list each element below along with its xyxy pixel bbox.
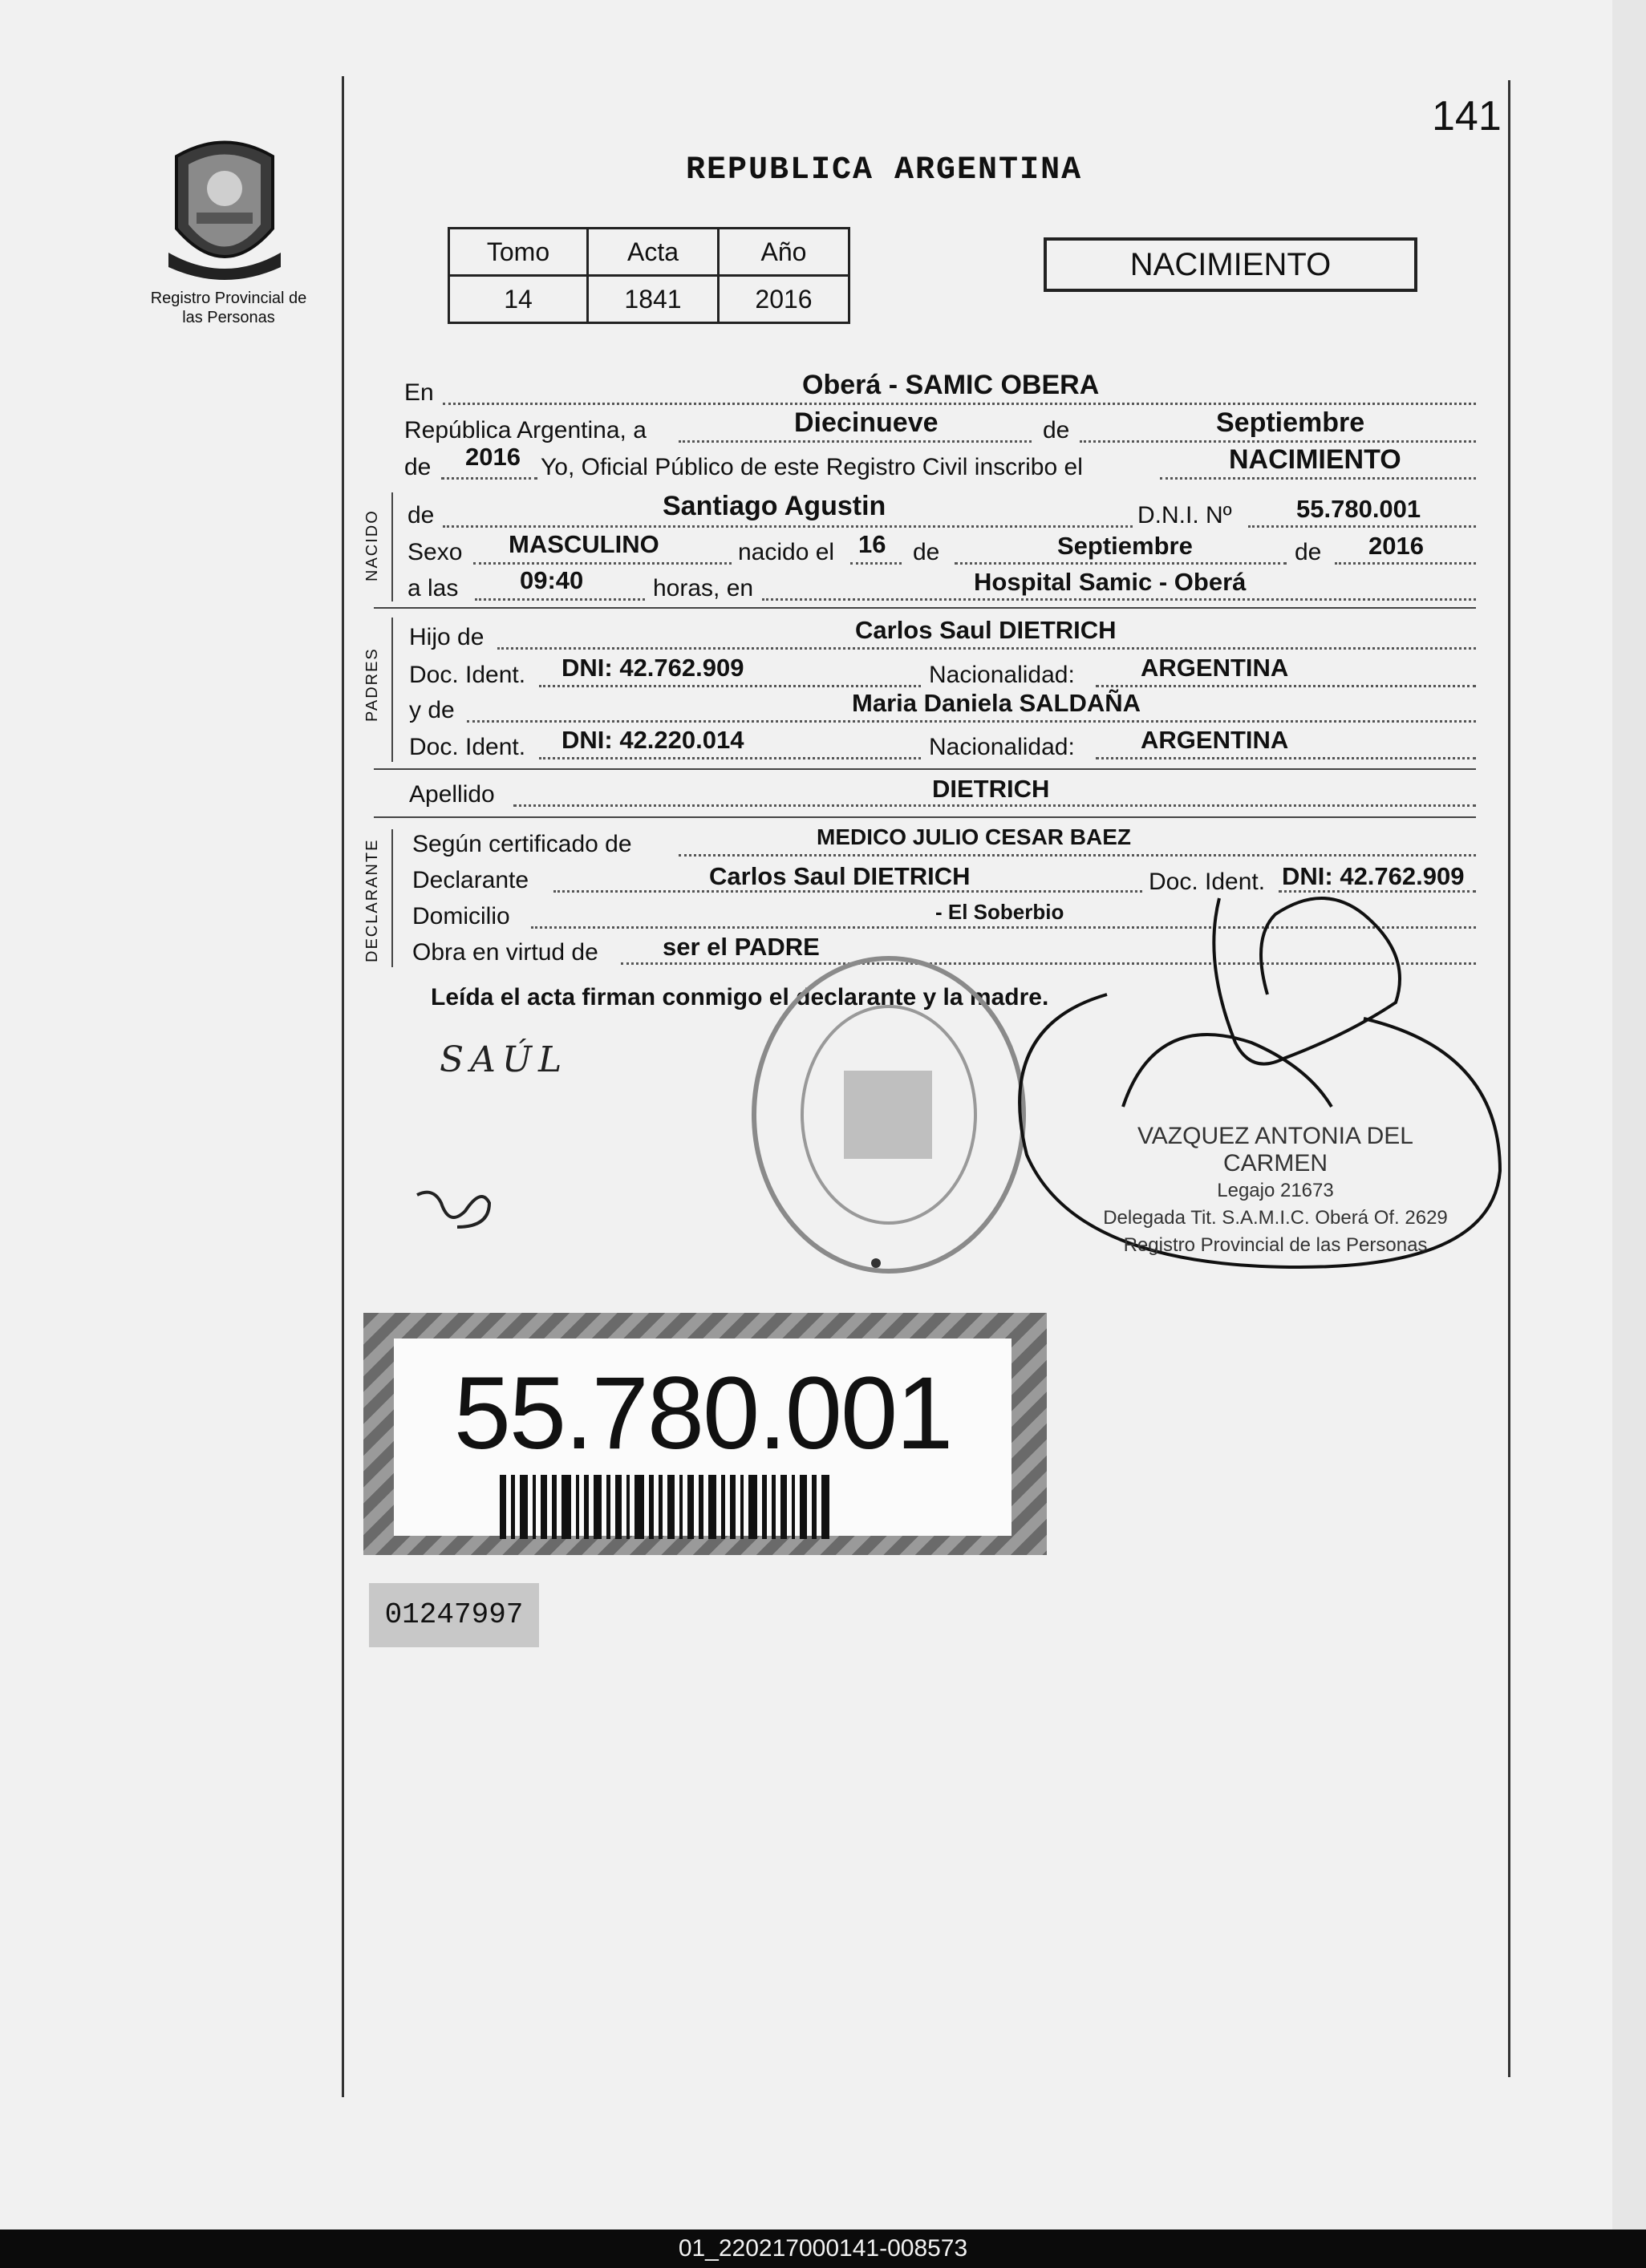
de4-label: de	[1295, 539, 1322, 565]
declarante-doc-label: Doc. Ident.	[1149, 869, 1266, 895]
republica-label: República Argentina, a	[404, 417, 647, 443]
declarante-doc: DNI: 42.762.909	[1282, 862, 1465, 890]
nacido-section-label: NACIDO	[363, 509, 381, 581]
birth-month: Septiembre	[1057, 532, 1193, 560]
mother-nat: ARGENTINA	[1141, 726, 1289, 754]
sexo-label: Sexo	[407, 539, 463, 565]
segun-label: Según certificado de	[412, 831, 632, 857]
page-number: 141	[1432, 93, 1502, 140]
father-doc: DNI: 42.762.909	[562, 654, 744, 682]
dni-label: D.N.I. Nº	[1137, 502, 1232, 529]
de2-label: de	[404, 454, 432, 480]
birth-year: 2016	[1368, 532, 1424, 560]
signer-org: Registro Provincial de las Personas	[1123, 1234, 1428, 1256]
document-title: REPUBLICA ARGENTINA	[686, 152, 1083, 188]
month-value: Septiembre	[1216, 407, 1365, 438]
father-doc-label: Doc. Ident.	[409, 662, 526, 688]
inscribo-value: NACIMIENTO	[1229, 444, 1401, 475]
dni-sticker	[363, 1313, 1047, 1555]
padres-section-label: PADRES	[363, 647, 381, 722]
acta-header: Acta	[588, 229, 719, 276]
closing-text: Leída el acta firman conmigo el declarante y la madre.	[431, 984, 1049, 1010]
en-label: En	[404, 379, 434, 406]
domicilio-value: - El Soberbio	[935, 900, 1064, 924]
registry-table	[448, 227, 850, 324]
apellido-value: DIETRICH	[932, 775, 1050, 803]
segun-value: MEDICO JULIO CESAR BAEZ	[817, 824, 1132, 849]
mother-name: Maria Daniela SALDAÑA	[852, 689, 1141, 717]
obra-label: Obra en virtud de	[412, 939, 598, 966]
father-name: Carlos Saul DIETRICH	[855, 616, 1117, 644]
ano-value: 2016	[719, 276, 849, 323]
declarante-value: Carlos Saul DIETRICH	[709, 862, 971, 890]
mother-doc: DNI: 42.220.014	[562, 726, 744, 754]
day-value: Diecinueve	[794, 407, 939, 438]
declarante-label: Declarante	[412, 867, 529, 893]
en-value: Oberá - SAMIC OBERA	[802, 370, 1100, 400]
left-margin-line	[342, 76, 344, 2097]
signer-block	[1095, 1123, 1456, 1259]
name-label: de	[407, 502, 435, 529]
logo-caption: Registro Provincial de las Personas	[150, 290, 307, 326]
year-value: 2016	[465, 443, 521, 471]
obra-value: ser el PADRE	[663, 933, 820, 961]
scan-edge	[1612, 0, 1646, 2230]
footer-code: 01_220217000141-008573	[0, 2230, 1646, 2268]
barcode-icon	[500, 1475, 909, 1539]
father-nat: ARGENTINA	[1141, 654, 1289, 682]
tomo-value: 14	[449, 276, 588, 323]
child-name: Santiago Agustin	[663, 491, 886, 521]
father-nat-label: Nacionalidad:	[929, 662, 1075, 688]
handwritten-initials-icon	[409, 1179, 497, 1235]
birth-day: 16	[858, 530, 886, 558]
de3-label: de	[913, 539, 940, 565]
control-number: 01247997	[369, 1583, 539, 1647]
hijo-label: Hijo de	[409, 624, 484, 650]
acta-value: 1841	[588, 276, 719, 323]
yo-label: Yo, Oficial Público de este Registro Civil inscribo el	[541, 454, 1083, 480]
official-signature-icon	[947, 866, 1524, 1347]
sexo-value: MASCULINO	[509, 530, 659, 558]
yde-label: y de	[409, 697, 455, 723]
alas-label: a las	[407, 575, 459, 601]
declarante-section-label: DECLARANTE	[363, 838, 381, 962]
de-label: de	[1043, 417, 1070, 443]
mother-doc-label: Doc. Ident.	[409, 734, 526, 760]
mother-nat-label: Nacionalidad:	[929, 734, 1075, 760]
birth-place: Hospital Samic - Oberá	[974, 568, 1247, 596]
signer-legajo: Legajo 21673	[1217, 1180, 1334, 1201]
handwritten-signature-saul: SAÚL	[440, 1039, 569, 1080]
nacido-el-label: nacido el	[738, 539, 835, 565]
domicilio-label: Domicilio	[412, 903, 510, 929]
province-coat-of-arms-icon	[160, 132, 289, 281]
signer-role: Delegada Tit. S.A.M.I.C. Oberá Of. 2629	[1103, 1207, 1448, 1229]
record-type-box: NACIMIENTO	[1044, 237, 1417, 292]
signer-name: VAZQUEZ ANTONIA DEL CARMEN	[1137, 1123, 1413, 1177]
ano-header: Año	[719, 229, 849, 276]
tomo-header: Tomo	[449, 229, 588, 276]
horas-label: horas, en	[653, 575, 754, 601]
birth-time: 09:40	[520, 566, 584, 594]
apellido-label: Apellido	[409, 781, 495, 808]
sticker-dni-number: 55.780.001	[453, 1356, 952, 1471]
dni-value: 55.780.001	[1296, 495, 1421, 523]
